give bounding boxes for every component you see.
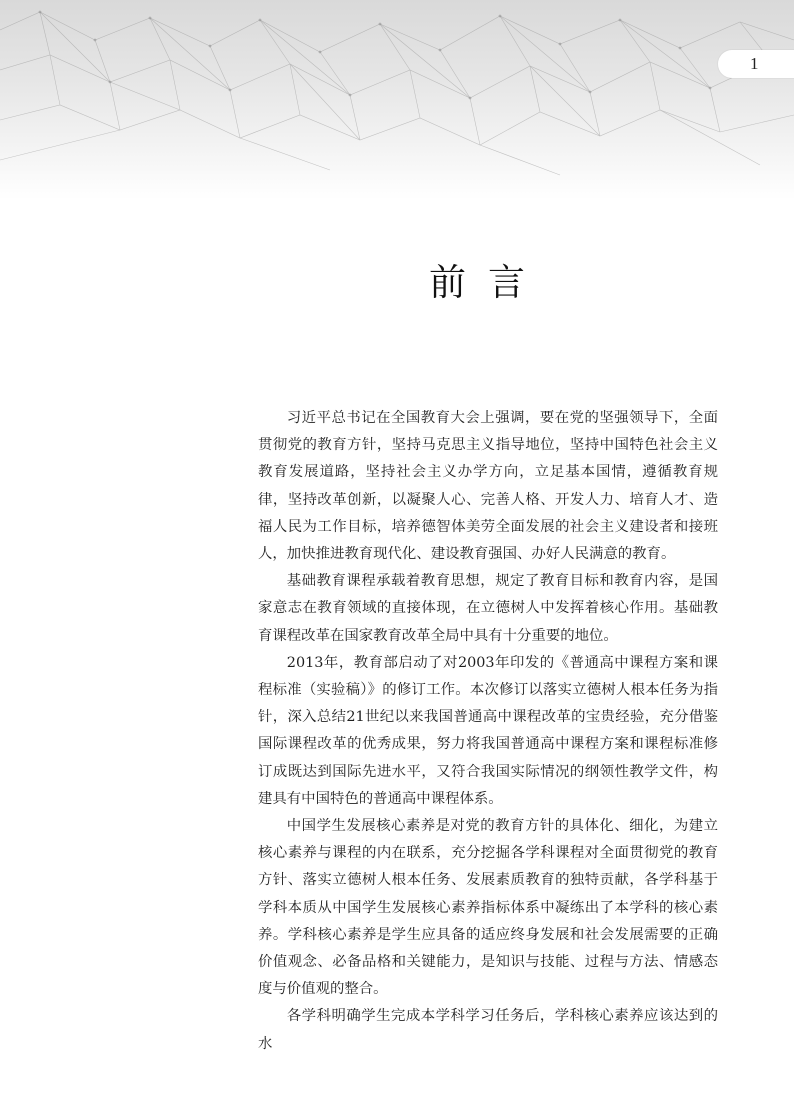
page-number-tab: [718, 50, 794, 78]
page-title: [0, 252, 794, 306]
network-pattern-graphic: [0, 0, 794, 200]
paragraph-3: 2013年，教育部启动了对2003年印发的《普通高中课程方案和课程标准（实验稿）》的修订工作。本次修订以落实立德树人根本任务为指针，深入总结21世纪以来我国普通高中课程改革的宝贵经验，充分借鉴国际课程改革的优秀成果，努力将我国普通高中课程方案和课程标准修订成既达到国际先进水平，又符合我国实际情况的纲领性教学文件，构建具有中国特色的普通高中课程体系。: [258, 654, 718, 807]
page-number: 1: [750, 54, 759, 73]
paragraph-2: 基础教育课程承载着教育思想，规定了教育目标和教育内容，是国家意志在教育领域的直接体现，在立德树人中发挥着核心作用。基础教育课程改革在国家教育改革全局中具有十分重要的地位。: [258, 573, 718, 644]
page-title-text: 前言: [429, 261, 547, 304]
paragraph-1: 习近平总书记在全国教育大会上强调，要在党的坚强领导下，全面贯彻党的教育方针，坚持马克思主义指导地位，坚持中国特色社会主义教育发展道路，坚持社会主义办学方向，立足基本国情，遵循教育规律，坚持改革创新，以凝聚人心、完善人格、开发人力、培育人才、造福人民为工作目标，培养德智体美劳全面发展的社会主义建设者和接班人，加快推进教育现代化、建设教育强国、办好人民满意的教育。: [258, 410, 718, 563]
header-decoration: [0, 0, 794, 200]
body-text: [258, 405, 718, 1058]
paragraph-5: 各学科明确学生完成本学科学习任务后，学科核心素养应该达到的水: [258, 1008, 718, 1052]
paragraph-4: 中国学生发展核心素养是对党的教育方针的具体化、细化，为建立核心素养与课程的内在联系，充分挖掘各学科课程对全面贯彻党的教育方针、落实立德树人根本任务、发展素质教育的独特贡献，各学科基于学科本质从中国学生发展核心素养指标体系中凝练出了本学科的核心素养。学科核心素养是学生应具备的适应终身发展和社会发展需要的正确价值观念、必备品格和关键能力，是知识与技能、过程与方法、情感态度与价值观的整合。: [258, 818, 718, 998]
